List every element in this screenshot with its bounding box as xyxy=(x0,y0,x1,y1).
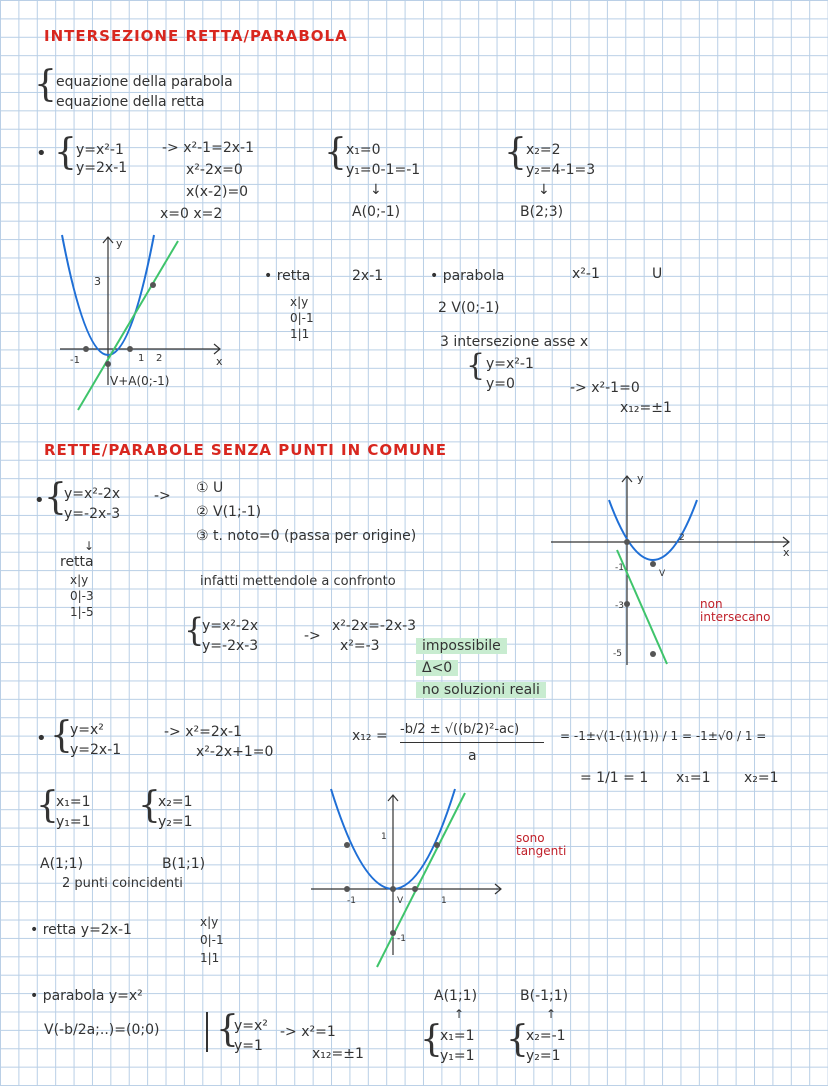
intersect-line: 3 intersezione asse x xyxy=(440,334,589,350)
tick-m1: -1 xyxy=(615,563,624,573)
point xyxy=(390,930,396,936)
s3-formula-num: -b/2 ± √((b/2)²-ac) xyxy=(400,722,520,737)
s3-a-y: y₁=1 xyxy=(440,1048,475,1064)
s3-formula-right: = -1±√(1-(1)(1)) / 1 = -1±√0 / 1 = xyxy=(560,729,767,743)
s3-formula-res: = 1/1 = 1 xyxy=(580,770,649,786)
section2-title: RETTE/PARABOLE SENZA PUNTI IN COMUNE xyxy=(44,441,448,459)
ex1-step-1: -> x²-1=2x-1 xyxy=(162,140,254,156)
s3-table-r2: 1|1 xyxy=(200,951,220,965)
brace: { xyxy=(54,132,77,173)
s3-step-2: x²-2x+1=0 xyxy=(196,744,274,760)
intersect-sys-1: y=x²-1 xyxy=(486,356,534,372)
brace: { xyxy=(50,715,73,756)
s2-confronto: infatti mettendole a confronto xyxy=(200,574,396,589)
graph-no-intersection xyxy=(545,470,795,670)
s3-p-sys-2: y=1 xyxy=(234,1038,263,1054)
s3-coincident: 2 punti coincidenti xyxy=(62,876,183,891)
vertex-point xyxy=(650,561,656,567)
s2-step-2: ② V(1;-1) xyxy=(196,504,262,520)
point-b xyxy=(150,282,156,288)
s3-p-sys-1: y=x² xyxy=(234,1018,268,1034)
system-line-parabola: equazione della parabola xyxy=(56,74,233,90)
intersect-sys-2: y=0 xyxy=(486,376,515,392)
sol2-x: x₂=2 xyxy=(526,142,561,158)
point xyxy=(390,886,396,892)
s2-c-sys-2: y=-2x-3 xyxy=(202,638,259,654)
s3-point-a: A(1;1) xyxy=(40,856,84,872)
point xyxy=(412,886,418,892)
axis-y-label: y xyxy=(637,472,644,485)
s3-note: sono tangenti xyxy=(516,831,567,858)
ex1-step-3: x(x-2)=0 xyxy=(186,184,249,200)
brace: { xyxy=(420,1019,443,1060)
tick-3: 3 xyxy=(94,275,101,288)
s2-c-res-1: x²-2x=-2x-3 xyxy=(332,618,417,634)
line-curve xyxy=(377,793,465,967)
line-curve xyxy=(617,550,667,664)
tick-m1y: -1 xyxy=(397,934,406,944)
s3-s2-y: y₂=1 xyxy=(158,814,193,830)
parabola-shape: U xyxy=(652,266,663,282)
point xyxy=(624,539,630,545)
tick-m1x: -1 xyxy=(347,896,356,906)
s3-sys-1: y=x² xyxy=(70,722,104,738)
brace: { xyxy=(44,477,67,518)
intersect-res-1: -> x²-1=0 xyxy=(570,380,640,396)
s3-point-b2: B(-1;1) xyxy=(520,988,569,1004)
parabola-label: • parabola xyxy=(430,268,505,284)
brace: { xyxy=(138,785,161,826)
sol1-arrow: ↓ xyxy=(370,182,382,198)
parabola-eq: x²-1 xyxy=(572,266,600,282)
ex1-sys-1: y=x²-1 xyxy=(76,142,124,158)
s3-x2: x₂=1 xyxy=(744,770,779,786)
fraction-bar xyxy=(400,742,544,743)
s2-arrow: -> xyxy=(154,488,171,504)
s2-step-1: ① U xyxy=(196,480,224,496)
tick-m3: -3 xyxy=(615,601,624,611)
s3-point-b: B(1;1) xyxy=(162,856,206,872)
bullet: • xyxy=(34,490,45,511)
point xyxy=(127,346,133,352)
s3-s2-x: x₂=1 xyxy=(158,794,193,810)
point xyxy=(344,842,350,848)
s3-p-res-1: -> x²=1 xyxy=(280,1024,336,1040)
tick-1: 1 xyxy=(138,353,145,364)
vertex-line: 2 V(0;-1) xyxy=(438,300,500,316)
retta-table-r2: 1|1 xyxy=(290,327,310,341)
s3-s1-y: y₁=1 xyxy=(56,814,91,830)
s3-parabola-line: • parabola y=x² xyxy=(30,988,143,1004)
point-a xyxy=(105,361,111,367)
s3-retta-line: • retta y=2x-1 xyxy=(30,922,132,938)
s3-a-x: x₁=1 xyxy=(440,1028,475,1044)
ex1-sys-2: y=2x-1 xyxy=(76,160,128,176)
retta-table-head: x|y xyxy=(290,295,309,309)
intersect-res-2: x₁₂=±1 xyxy=(620,400,672,416)
s2-c-arrow: -> xyxy=(304,628,321,644)
s2-arrow-down: ↓ xyxy=(84,539,95,553)
s3-b-y: y₂=1 xyxy=(526,1048,561,1064)
graph-tangent xyxy=(305,785,510,975)
brace: { xyxy=(506,1019,529,1060)
sol2-arrow: ↓ xyxy=(538,182,550,198)
vertex-label: V+A(0;-1) xyxy=(110,374,170,388)
sol2-point: B(2;3) xyxy=(520,204,564,220)
tick-1x: 1 xyxy=(441,896,447,906)
s2-table-r2: 1|-5 xyxy=(70,605,94,619)
s3-p-res-2: x₁₂=±1 xyxy=(312,1046,364,1062)
section1-title: INTERSEZIONE RETTA/PARABOLA xyxy=(44,27,348,45)
system-brace: { xyxy=(34,64,57,105)
separator xyxy=(206,1012,208,1052)
tick-2: 2 xyxy=(679,533,685,543)
s3-step-1: -> x²=2x-1 xyxy=(164,724,243,740)
retta-label: • retta xyxy=(264,268,311,284)
parabola-curve xyxy=(609,500,697,560)
s3-table-head: x|y xyxy=(200,915,219,929)
sol1-y: y₁=0-1=-1 xyxy=(346,162,421,178)
sol1-x: x₁=0 xyxy=(346,142,381,158)
graph-retta-parabola xyxy=(50,225,240,415)
s3-b-x: x₂=-1 xyxy=(526,1028,566,1044)
s2-table-head: x|y xyxy=(70,573,89,587)
axis-y-label: y xyxy=(116,237,123,250)
s3-table-r1: 0|-1 xyxy=(200,933,224,947)
s3-formula-den: a xyxy=(468,748,477,764)
point xyxy=(83,346,89,352)
tick-m1: -1 xyxy=(70,355,80,366)
s2-retta-label: retta xyxy=(60,554,94,570)
s2-c-res-2: x²=-3 xyxy=(340,638,380,654)
retta-table-r1: 0|-1 xyxy=(290,311,314,325)
axis-x-label: x xyxy=(783,546,790,559)
arrow-up: ↑ xyxy=(546,1007,557,1021)
tick-2: 2 xyxy=(156,353,163,364)
ex1-roots: x=0 x=2 xyxy=(160,206,223,222)
axis-x-label: x xyxy=(216,355,223,368)
brace: { xyxy=(36,785,59,826)
tick-m5: -5 xyxy=(613,649,622,659)
vertex-label: V xyxy=(659,569,666,579)
s2-step-3: ③ t. noto=0 (passa per origine) xyxy=(196,528,417,544)
s3-x1: x₁=1 xyxy=(676,770,711,786)
bullet: • xyxy=(36,728,47,749)
retta-eq: 2x-1 xyxy=(352,268,384,284)
vertex-label: V xyxy=(397,896,404,906)
s2-impossibile: impossibile xyxy=(416,638,507,654)
s2-sys-2: y=-2x-3 xyxy=(64,506,121,522)
point xyxy=(650,651,656,657)
s3-formula-left: x₁₂ = xyxy=(352,728,388,744)
s2-table-r1: 0|-3 xyxy=(70,589,94,603)
sol2-y: y₂=4-1=3 xyxy=(526,162,596,178)
brace: { xyxy=(466,348,486,383)
bullet: • xyxy=(36,143,47,164)
s3-sys-2: y=2x-1 xyxy=(70,742,122,758)
s2-note: non intersecano xyxy=(700,597,771,624)
s2-sys-1: y=x²-2x xyxy=(64,486,121,502)
s2-delta: Δ<0 xyxy=(416,660,458,676)
tick-1y: 1 xyxy=(381,832,387,842)
system-line-retta: equazione della retta xyxy=(56,94,205,110)
brace: { xyxy=(504,132,527,173)
s3-point-a2: A(1;1) xyxy=(434,988,478,1004)
point xyxy=(434,842,440,848)
point xyxy=(344,886,350,892)
ex1-step-2: x²-2x=0 xyxy=(186,162,243,178)
brace: { xyxy=(216,1009,239,1050)
brace: { xyxy=(324,132,347,173)
s3-vertex: V(-b/2a;..)=(0;0) xyxy=(44,1022,160,1038)
s2-no-sol: no soluzioni reali xyxy=(416,682,546,698)
s2-c-sys-1: y=x²-2x xyxy=(202,618,259,634)
point xyxy=(624,601,630,607)
brace: { xyxy=(184,611,205,649)
arrow-up: ↑ xyxy=(454,1007,465,1021)
sol1-point: A(0;-1) xyxy=(352,204,401,220)
s3-s1-x: x₁=1 xyxy=(56,794,91,810)
